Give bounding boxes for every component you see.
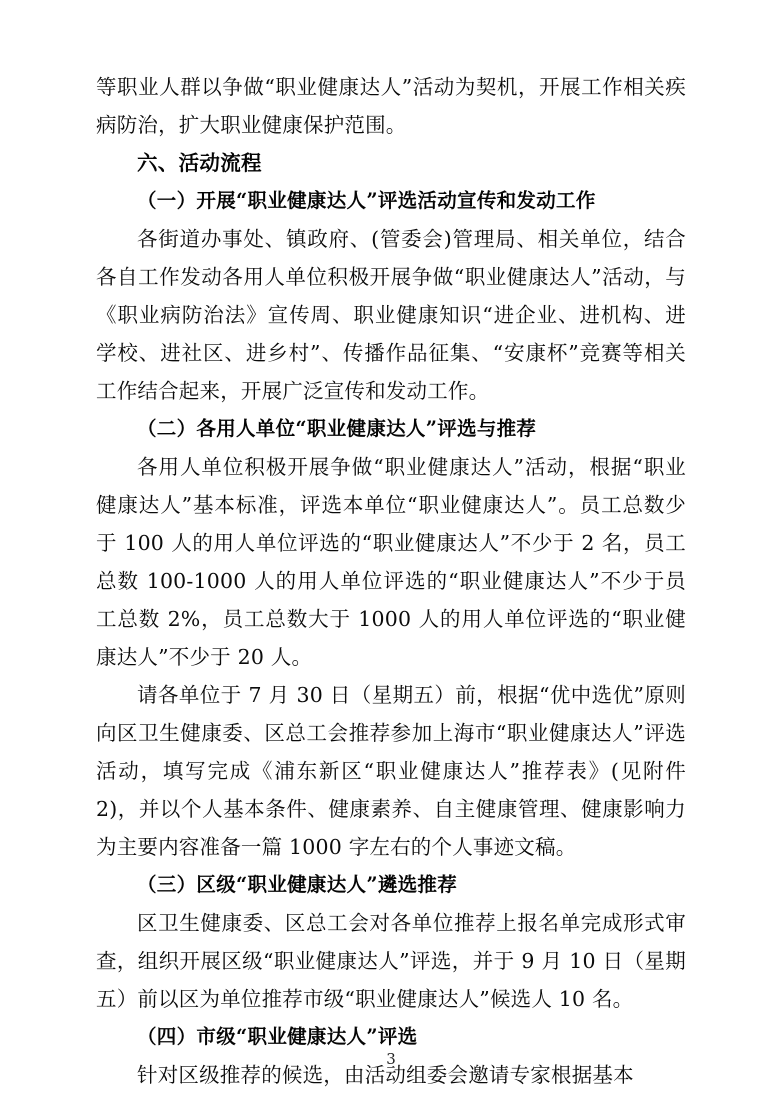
heading-subsection-three: （三）区级“职业健康达人”遴选推荐 (137, 873, 458, 896)
page-number: 3 (386, 1050, 396, 1068)
heading-subsection-four: （四）市级“职业健康达人”评选 (137, 1025, 418, 1048)
document-body (96, 68, 686, 1094)
paragraph-subsection-two-body-1: 各用人单位积极开展争做“职业健康达人”活动，根据“职业健康达人”基本标准，评选本单位“职业健康达人”。员工总数少于 100 人的用人单位评选的“职业健康达人”不少于 2 名，员工总数 100-1000 人的用人单位评选的“职业健康达人”不少于员工总数 2%，员工总数大于 1000 人的用人单位评选的“职业健康达人”不少于 20 人。 (96, 455, 686, 669)
heading-subsection-two: （二）各用人单位“职业健康达人”评选与推荐 (137, 417, 537, 440)
paragraph-subsection-one-body: 各街道办事处、镇政府、(管委会)管理局、相关单位，结合各自工作发动各用人单位积极开展争做“职业健康达人”活动，与《职业病防治法》宣传周、职业健康知识“进企业、进机构、进学校、进社区、进乡村”、传播作品征集、“安康杯”竞赛等相关工作结合起来，开展广泛宣传和发动工作。 (96, 227, 686, 403)
heading-subsection-one: （一）开展“职业健康达人”评选活动宣传和发动工作 (137, 189, 596, 212)
paragraph-subsection-four-body: 针对区级推荐的候选，由活动组委会邀请专家根据基本 (137, 1063, 634, 1087)
paragraph-subsection-two-body-2: 请各单位于 7 月 30 日（星期五）前，根据“优中选优”原则向区卫生健康委、区总工会推荐参加上海市“职业健康达人”评选活动，填写完成《浦东新区“职业健康达人”推荐表》(见附件 2)，并以个人基本条件、健康素养、自主健康管理、健康影响力为主要内容准备一篇 1000 字左右的个人事迹文稿。 (96, 683, 686, 859)
heading-section-six: 六、活动流程 (137, 151, 262, 175)
paragraph-continuation: 等职业人群以争做“职业健康达人”活动为契机，开展工作相关疾病防治，扩大职业健康保护范围。 (96, 75, 686, 137)
paragraph-subsection-three-body: 区卫生健康委、区总工会对各单位推荐上报名单完成形式审查，组织开展区级“职业健康达人”评选，并于 9 月 10 日（星期五）前以区为单位推荐市级“职业健康达人”候选人 10 名。 (96, 911, 686, 1011)
